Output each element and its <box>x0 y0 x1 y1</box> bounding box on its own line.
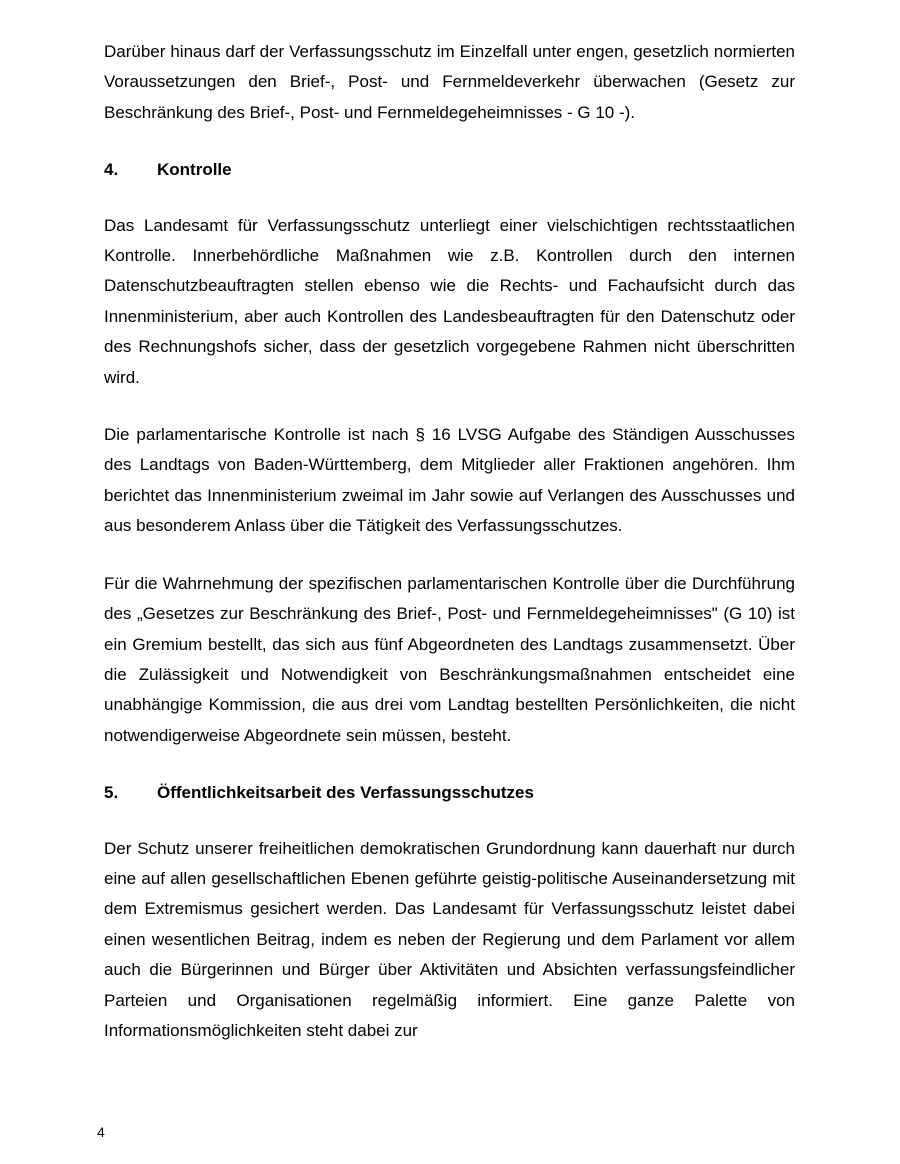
page-number: 4 <box>97 1124 105 1140</box>
section-4-title: Kontrolle <box>157 160 232 180</box>
section-5-number: 5. <box>104 783 119 803</box>
document-page <box>104 37 795 1046</box>
paragraph-kontrolle-2: Die parlamentarische Kontrolle ist nach § 16 LVSG Aufgabe des Ständigen Ausschusses des Landtags von Baden-Württemberg, dem Mitglieder aller Fraktionen angehören. Ihm berichtet das Innenministerium zweimal im Jahr sowie auf Verlangen des Ausschusses und aus besonderem Anlass über die Tätigkeit des Verfassungsschutzes. <box>104 425 795 536</box>
paragraph-oeffentlichkeitsarbeit-1: Der Schutz unserer freiheitlichen demokratischen Grundordnung kann dauerhaft nur durch eine auf allen gesellschaftlichen Ebenen geführte geistig-politische Auseinandersetzung mit dem Extremismus gesichert werden. Das Landesamt für Verfassungsschutz leistet dabei einen wesentlichen Beitrag, indem es neben der Regierung und dem Parlament vor allem auch die Bürgerinnen und Bürger über Aktivitäten und Absichten verfassungsfeindlicher Parteien und Organisationen regelmäßig informiert. Eine ganze Palette von Informationsmöglichkeiten steht dabei zur <box>104 838 795 1040</box>
section-4-number: 4. <box>104 160 119 180</box>
section-4-heading <box>104 155 795 185</box>
paragraph-g10-surveillance: Darüber hinaus darf der Verfassungsschutz im Einzelfall unter engen, gesetzlich normierten Voraussetzungen den Brief-, Post- und Fernmeldeverkehr überwachen (Gesetz zur Beschränkung des Brief-, Post- und Fernmeldegeheimnisses - G 10 -). <box>104 42 795 122</box>
section-5-heading <box>104 778 795 808</box>
section-5-title: Öffentlichkeitsarbeit des Verfassungsschutzes <box>157 783 534 803</box>
paragraph-kontrolle-3: Für die Wahrnehmung der spezifischen parlamentarischen Kontrolle über die Durchführung des „Gesetzes zur Beschränkung des Brief-, Post- und Fernmeldegeheimnisses" (G 10) ist ein Gremium bestellt, das sich aus fünf Abgeordneten des Landtags zusammensetzt. Über die Zulässigkeit und Notwendigkeit von Beschränkungsmaßnahmen entscheidet eine unabhängige Kommission, die aus drei vom Landtag bestellten Persönlichkeiten, die nicht notwendigerweise Abgeordnete sein müssen, besteht. <box>104 573 795 745</box>
paragraph-kontrolle-1: Das Landesamt für Verfassungsschutz unterliegt einer vielschichtigen rechtsstaatlichen Kontrolle. Innerbehördliche Maßnahmen wie z.B. Kontrollen durch den internen Datenschutzbeauftragten stellen ebenso wie die Rechts- und Fachaufsicht durch das Innenministerium, aber auch Kontrollen des Landesbeauftragten für den Datenschutz oder des Rechnungshofs sicher, dass der gesetzlich vorgegebene Rahmen nicht überschritten wird. <box>104 215 795 387</box>
